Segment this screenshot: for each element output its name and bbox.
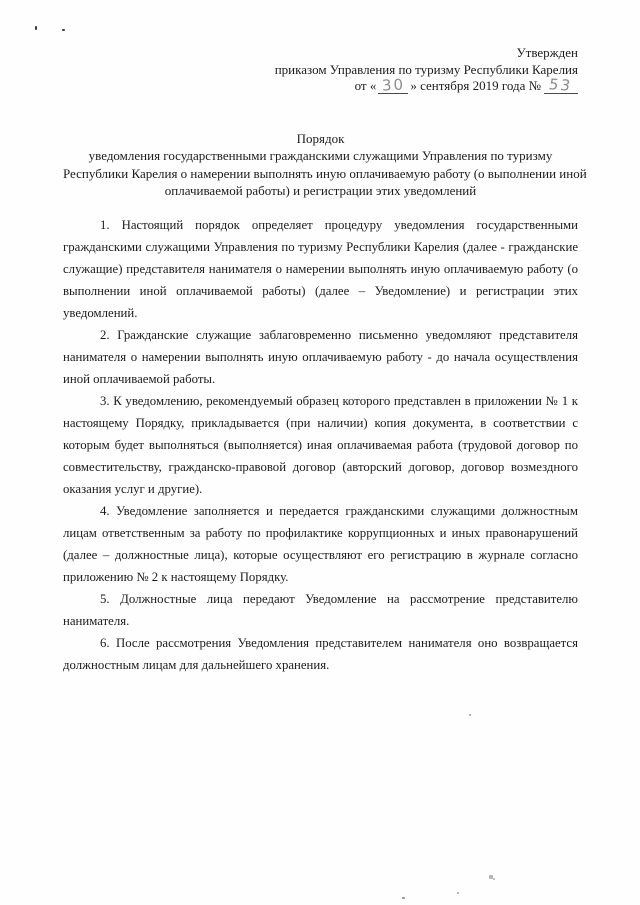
paragraph-3: 3. К уведомлению, рекомендуемый образец которого представлен в приложении № 1 к настоящему Порядку, прикладывается (при наличии) копия документа, в соответствии с которым будет выполняться (выполняется) иная оплачиваемая работа (трудовой договор по совместительству, гражданско-правовой договор (авторский договор, договор возмездного оказания услуг и другие). [63,393,578,496]
title-line-4: оплачиваемой работы) и регистрации этих уведомлений [164,183,477,198]
approval-line-1: Утвержден [516,45,578,60]
paragraph-4: 4. Уведомление заполняется и передается гражданскими служащими должностным лицам ответственным за работу по профилактике коррупционных и иных правонарушений (далее – должностные лица), которые осуществляют его регистрацию в журнале согласно приложению № 2 к настоящему Порядку. [63,503,578,584]
paragraph-5: 5. Должностные лица передают Уведомление на рассмотрение представителю нанимателя. [63,591,578,628]
title-line-3: Республики Карелия о намерении выполнять иную оплачиваемую работу (о выполнении иной [63,165,587,181]
approval-block [63,45,578,95]
scan-artifact [402,897,405,899]
document-body [63,214,578,676]
handwritten-day: 30 [381,75,406,95]
paragraph-2: 2. Гражданские служащие заблаговременно письменно уведомляют представителя нанимателя о намерении выполнять иную оплачиваемую работу - до начала осуществления иной оплачиваемой работы. [63,327,578,386]
scan-artifact [489,875,493,879]
scan-artifact [457,892,459,894]
scan-artifact [469,714,471,716]
date-suffix: » сентября 2019 года № [410,78,541,93]
date-day-blank [378,75,408,95]
approval-line-2: приказом Управления по туризму Республики Карелия [274,61,578,77]
title-line-2: уведомления государственными гражданскими служащими Управления по туризму [88,148,553,163]
title-line-1: Порядок [296,130,345,146]
date-prefix: от « [354,78,377,93]
approval-date-line [63,75,578,95]
document-title [63,130,587,200]
ink-speck [35,26,37,30]
order-number-blank [544,75,578,95]
paragraph-6: 6. После рассмотрения Уведомления представителем нанимателя оно возвращается должностным лицам для дальнейшего хранения. [63,635,578,672]
handwritten-order-number: 53 [547,75,575,95]
paragraph-1: 1. Настоящий порядок определяет процедуру уведомления государственными гражданскими служащими Управления по туризму Республики Карелия (далее - гражданские служащие) представителя нанимателя о намерении выполнять иную оплачиваемую работу (о выполнении иной оплачиваемой работы) (далее – Уведомление) и регистрации этих уведомлений. [63,217,578,320]
document-content [63,0,587,676]
